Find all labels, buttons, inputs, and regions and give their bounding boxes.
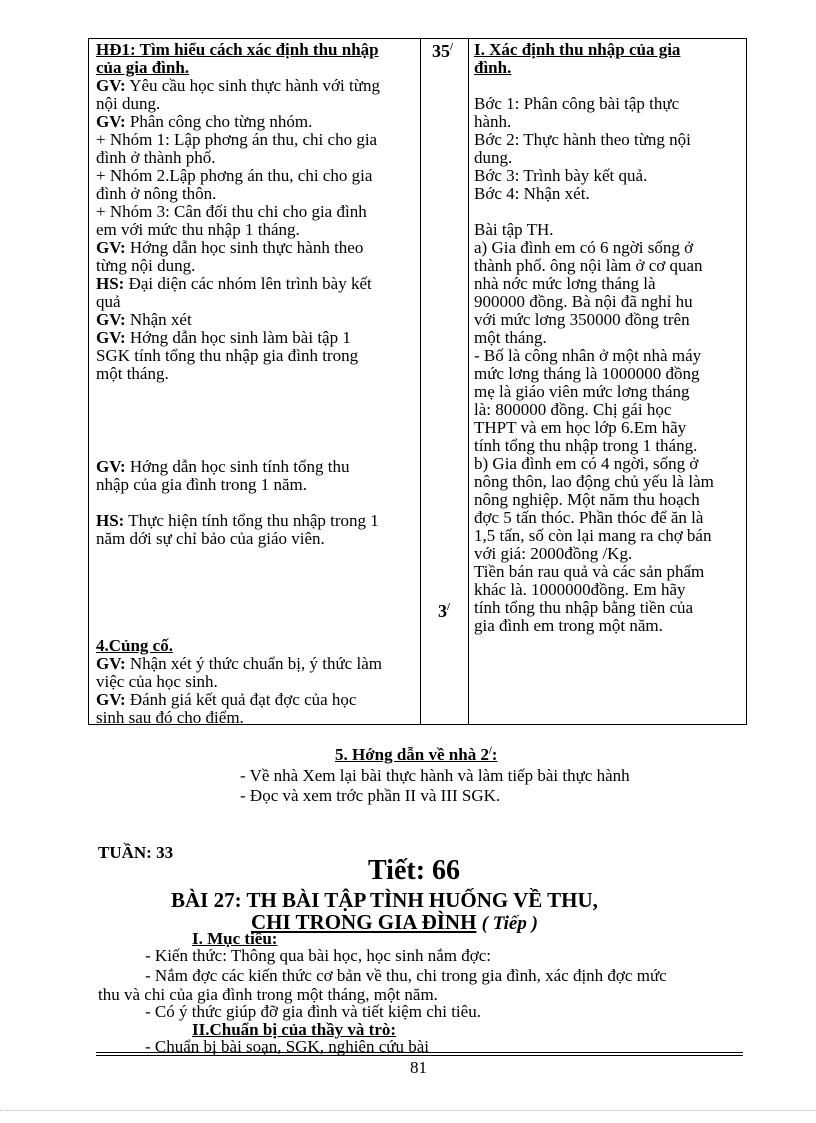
step-line: hành. bbox=[474, 112, 512, 131]
exercise-line: thành phố. ông nội làm ở cơ quan bbox=[474, 256, 703, 275]
table-divider-2 bbox=[468, 38, 469, 725]
activity-line: GV: Hớng dẫn học sinh thực hành theo bbox=[96, 238, 364, 257]
objective-line-3: thu và chi của gia đình trong một tháng, một năm. bbox=[98, 985, 438, 1004]
exercise-block bbox=[474, 221, 746, 635]
week-label: TUẦN: 33 bbox=[98, 843, 174, 862]
activity-line: GV: Hớng dẫn học sinh làm bài tập 1 bbox=[96, 328, 351, 347]
step-line: Bớc 1: Phân công bài tập thực bbox=[474, 94, 680, 113]
activity-line: một tháng. bbox=[96, 364, 169, 383]
left-column bbox=[96, 41, 418, 383]
activity-line: năm dới sự chỉ bảo của giáo viên. bbox=[96, 529, 325, 548]
exercise-line: khác là. 1000000đồng. Em hãy bbox=[474, 580, 686, 599]
activity-lines bbox=[96, 77, 418, 383]
prep-heading: II.Chuẩn bị của thầy và trò: bbox=[192, 1020, 397, 1039]
objective-line-2: - Nắm đợc các kiến thức cơ bản về thu, chi trong gia đình, xác định đợc mức bbox=[145, 966, 667, 985]
section-1-heading-cont: đình. bbox=[474, 58, 512, 77]
time-35: 35/ bbox=[432, 41, 454, 61]
footer-rule-2 bbox=[96, 1055, 743, 1056]
homework-line-2: - Đọc và xem trớc phần II và III SGK. bbox=[240, 786, 501, 805]
page-number: 81 bbox=[410, 1058, 427, 1077]
exercise-line: THPT và em học lớp 6.Em hãy bbox=[474, 418, 687, 437]
exercise-line: b) Gia đình em có 4 ngời, sống ở bbox=[474, 454, 699, 473]
period-title: Tiết: 66 bbox=[368, 855, 461, 886]
activity-line: sinh sau đó cho điểm. bbox=[96, 708, 244, 727]
exercise-line: nông nghiệp. Một năm thu hoạch bbox=[474, 490, 700, 509]
page-edge bbox=[0, 1110, 816, 1111]
objective-line-1: - Kiến thức: Thông qua bài học, học sinh nắm đợc: bbox=[145, 946, 492, 965]
left-block-2 bbox=[96, 458, 418, 494]
activity-line: + Nhóm 1: Lập phơng án thu, chi cho gia bbox=[96, 130, 378, 149]
activity-line: việc của học sinh. bbox=[96, 672, 218, 691]
activity-line: + Nhóm 3: Cân đối thu chi cho gia đình bbox=[96, 202, 367, 221]
activity-line: GV: Yêu cầu học sinh thực hành với từng bbox=[96, 76, 380, 95]
exercise-line: gia đình em trong một năm. bbox=[474, 616, 663, 635]
footer-rule-1 bbox=[96, 1052, 743, 1053]
step-line: Bớc 2: Thực hành theo từng nội bbox=[474, 130, 691, 149]
exercise-line: nhà nớc mức lơng tháng là bbox=[474, 274, 656, 293]
lesson-title-1: BÀI 27: TH BÀI TẬP TÌNH HUỐNG VỀ THU, bbox=[171, 888, 598, 912]
activity-line: nhập của gia đình trong 1 năm. bbox=[96, 475, 308, 494]
exercise-line: 900000 đồng. Bà nội đã nghỉ hu bbox=[474, 292, 693, 311]
exercise-line: tính tổng thu nhập bằng tiền của bbox=[474, 598, 694, 617]
objective-line-4: - Có ý thức giúp đỡ gia đình và tiết kiệm chi tiêu. bbox=[145, 1002, 481, 1021]
activity-line: GV: Nhận xét ý thức chuẩn bị, ý thức làm bbox=[96, 654, 382, 673]
step-line: dung. bbox=[474, 148, 513, 167]
table-divider-1 bbox=[420, 38, 421, 725]
left-block-4 bbox=[96, 637, 418, 727]
activity-line: em với mức thu nhập 1 tháng. bbox=[96, 220, 300, 239]
activity-line: đình ở nông thôn. bbox=[96, 184, 217, 203]
exercise-line: tính tổng thu nhập trong 1 tháng. bbox=[474, 436, 698, 455]
exercise-line: - Bố là công nhân ở một nhà máy bbox=[474, 346, 702, 365]
right-column bbox=[474, 41, 746, 203]
exercise-line: a) Gia đình em có 6 ngời sống ở bbox=[474, 238, 694, 257]
activity-line: từng nội dung. bbox=[96, 256, 196, 275]
exercise-line: đợc 5 tấn thóc. Phần thóc để ăn là bbox=[474, 508, 704, 527]
objectives-heading: I. Mục tiêu: bbox=[192, 929, 278, 948]
activity-line: HS: Thực hiện tính tổng thu nhập trong 1 bbox=[96, 511, 379, 530]
activity-heading-cont: của gia đình. bbox=[96, 58, 190, 77]
section-1-heading: I. Xác định thu nhập của gia bbox=[474, 40, 681, 59]
exercise-line: nông thôn, lao động chủ yếu là làm bbox=[474, 472, 714, 491]
activity-line: GV: Phân công cho từng nhóm. bbox=[96, 112, 313, 131]
activity-line: quả bbox=[96, 292, 121, 311]
activity-line: đình ở thành phố. bbox=[96, 148, 216, 167]
activity-line: GV: Đánh giá kết quả đạt đợc của học bbox=[96, 690, 357, 709]
activity-line: HS: Đại diện các nhóm lên trình bày kết bbox=[96, 274, 372, 293]
activity-line: GV: Nhận xét bbox=[96, 310, 192, 329]
step-line: Bớc 3: Trình bày kết quả. bbox=[474, 166, 648, 185]
exercise-line: là: 800000 đồng. Chị gái học bbox=[474, 400, 672, 419]
exercise-line: với mức lơng 350000 đồng trên bbox=[474, 310, 690, 329]
homework-line-1: - Về nhà Xem lại bài thực hành và làm tiếp bài thực hành bbox=[240, 766, 630, 785]
activity-line: SGK tính tổng thu nhập gia đình trong bbox=[96, 346, 359, 365]
homework-heading: 5. Hớng dẫn về nhà 2/: bbox=[335, 745, 498, 764]
exercise-line: mẹ là giáo viên mức lơng tháng bbox=[474, 382, 690, 401]
step-line: Bớc 4: Nhận xét. bbox=[474, 184, 590, 203]
left-block-3 bbox=[96, 512, 418, 548]
activity-line: GV: Hớng dẫn học sinh tính tổng thu bbox=[96, 457, 350, 476]
exercise-line: một tháng. bbox=[474, 328, 547, 347]
exercise-line: mức lơng tháng là 1000000 đồng bbox=[474, 364, 700, 383]
exercise-line: với giá: 2000đồng /Kg. bbox=[474, 544, 633, 563]
section-4-heading: 4.Củng cố. bbox=[96, 636, 173, 655]
activity-line: nội dung. bbox=[96, 94, 161, 113]
time-3: 3/ bbox=[438, 601, 451, 621]
prep-line: - Chuẩn bị bài soạn, SGK, nghiên cứu bài bbox=[145, 1037, 430, 1056]
exercise-line: Tiền bán rau quả và các sản phẩm bbox=[474, 562, 705, 581]
activity-heading: HĐ1: Tìm hiểu cách xác định thu nhập bbox=[96, 40, 379, 59]
exercise-line: Bài tập TH. bbox=[474, 220, 554, 239]
activity-line: + Nhóm 2.Lập phơng án thu, chi cho gia bbox=[96, 166, 373, 185]
lesson-title-2: CHI TRONG GIA ĐÌNH ( Tiếp ) bbox=[251, 910, 538, 934]
exercise-line: 1,5 tấn, số còn lại mang ra chợ bán bbox=[474, 526, 712, 545]
